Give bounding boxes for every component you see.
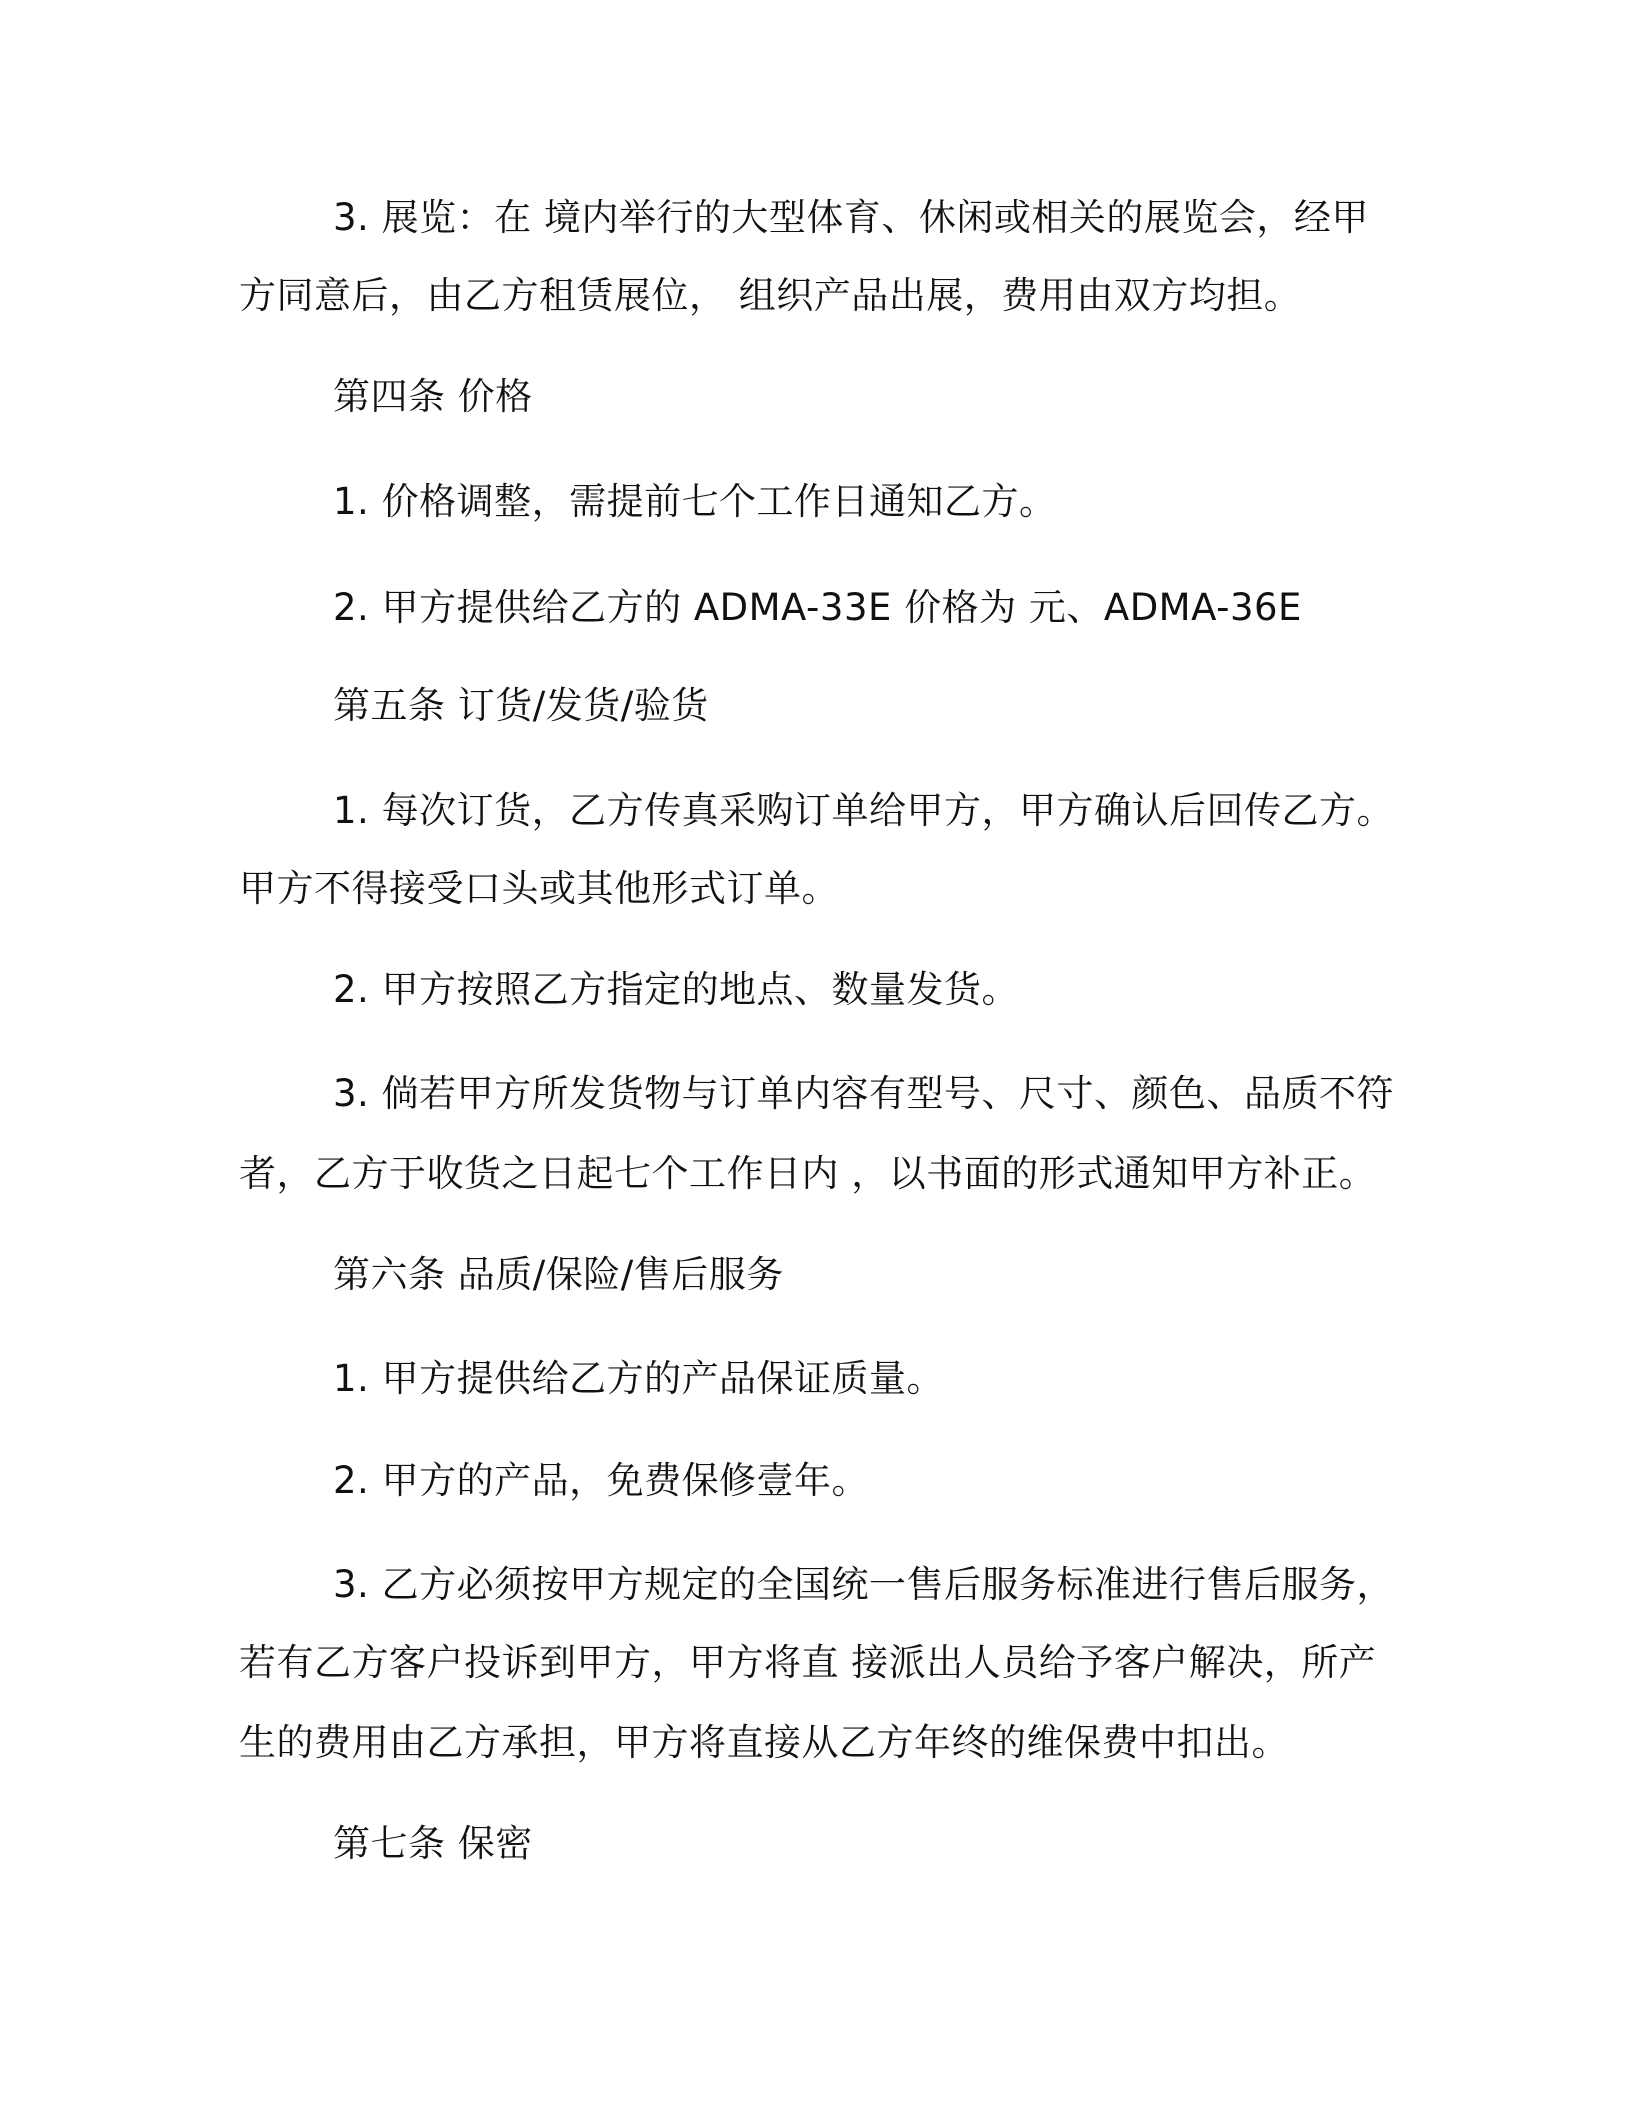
paragraph-price-list: 2. 甲方提供给乙方的 ADMA-33E 价格为 元、ADMA-36E bbox=[333, 586, 1302, 629]
article-7-heading: 第七条 保密 bbox=[333, 1822, 533, 1865]
paragraph-ordering-line-2: 甲方不得接受口头或其他形式订单。 bbox=[239, 867, 839, 910]
article-4-heading: 第四条 价格 bbox=[333, 375, 533, 418]
paragraph-service-line-1: 3. 乙方必须按甲方规定的全国统一售后服务标准进行售后服务， bbox=[333, 1563, 1395, 1606]
paragraph-price-adjust: 1. 价格调整，需提前七个工作日通知乙方。 bbox=[333, 480, 1057, 523]
paragraph-service-line-2: 若有乙方客户投诉到甲方，甲方将直 接派出人员给予客户解决，所产 bbox=[239, 1641, 1377, 1684]
paragraph-quality: 1. 甲方提供给乙方的产品保证质量。 bbox=[333, 1357, 945, 1400]
paragraph-shipping: 2. 甲方按照乙方指定的地点、数量发货。 bbox=[333, 968, 1020, 1011]
article-5-heading: 第五条 订货/发货/验货 bbox=[333, 684, 709, 727]
paragraph-ordering-line-1: 1. 每次订货，乙方传真采购订单给甲方，甲方确认后回传乙方。 bbox=[333, 789, 1395, 832]
paragraph-inspection-line-2: 者，乙方于收货之日起七个工作日内 ，以书面的形式通知甲方补正。 bbox=[239, 1152, 1377, 1195]
paragraph-warranty: 2. 甲方的产品，免费保修壹年。 bbox=[333, 1459, 870, 1502]
paragraph-exhibition-line-1: 3. 展览：在 境内举行的大型体育、休闲或相关的展览会，经甲 bbox=[333, 196, 1369, 239]
paragraph-inspection-line-1: 3. 倘若甲方所发货物与订单内容有型号、尺寸、颜色、品质不符 bbox=[333, 1072, 1395, 1115]
article-6-heading: 第六条 品质/保险/售后服务 bbox=[333, 1253, 784, 1296]
paragraph-service-line-3: 生的费用由乙方承担，甲方将直接从乙方年终的维保费中扣出。 bbox=[239, 1721, 1289, 1764]
paragraph-exhibition-line-2: 方同意后，由乙方租赁展位， 组织产品出展，费用由双方均担。 bbox=[239, 274, 1302, 317]
